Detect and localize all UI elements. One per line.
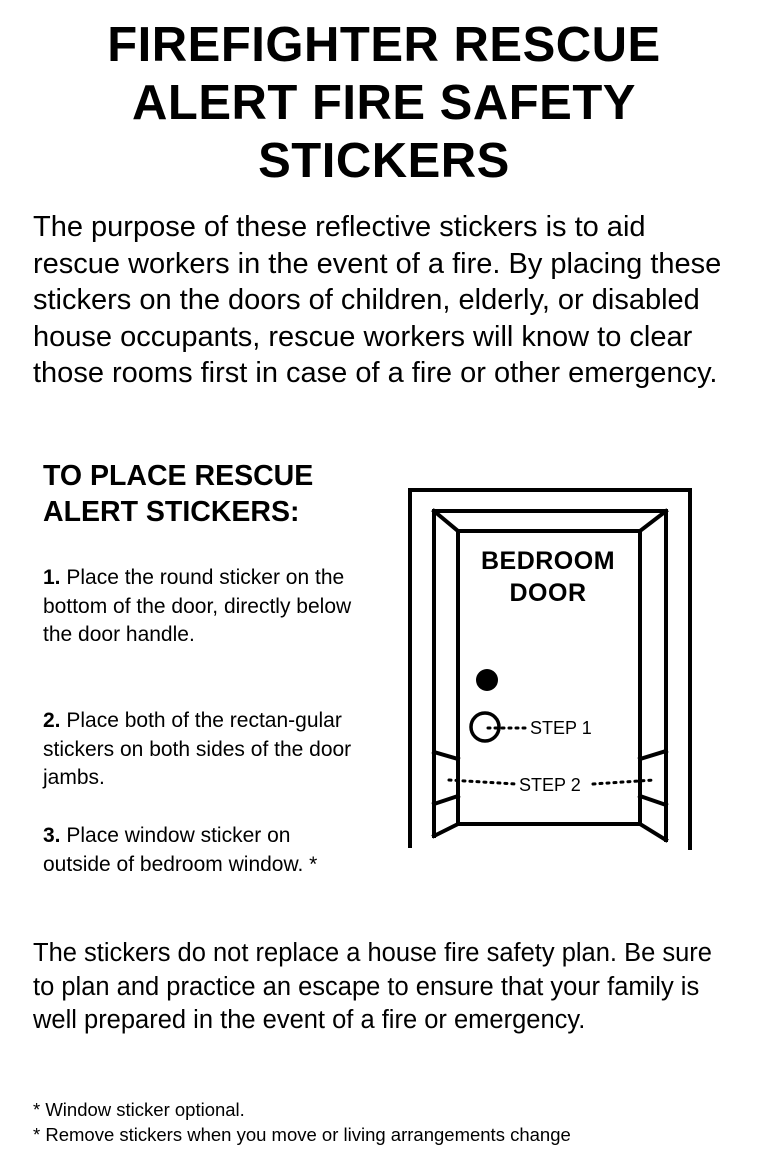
title-line: STICKERS — [258, 134, 510, 188]
door-label — [458, 545, 638, 609]
bedroom-door-diagram — [400, 480, 700, 860]
closing-paragraph: The stickers do not replace a house fire safety plan. Be sure to plan and practice an escape to ensure that your family is well prepared in the event of a fire or emergency. — [33, 939, 712, 1034]
door-label-line: DOOR — [509, 579, 587, 607]
instructions-heading: TO PLACE RESCUE ALERT STICKERS: — [43, 460, 314, 528]
door-frame-icon — [400, 480, 700, 860]
instruction-step-3 — [43, 822, 363, 879]
step-1-label: STEP 1 — [530, 718, 592, 738]
instruction-step-2 — [43, 707, 363, 793]
title-line: FIREFIGHTER RESCUE — [107, 18, 661, 72]
step-text: Place both of the rectan-gular stickers on both sides of the door jambs. — [43, 709, 352, 789]
step-number: 3. — [43, 824, 61, 847]
footnote: * Window sticker optional. — [33, 1099, 245, 1120]
title-line: ALERT FIRE SAFETY — [132, 76, 636, 130]
step-text: Place window sticker on outside of bedroom window. * — [43, 824, 318, 876]
step-number: 2. — [43, 709, 61, 732]
door-label-line: BEDROOM — [480, 547, 616, 575]
intro-paragraph: The purpose of these reflective stickers is to aid rescue workers in the event of a fire. By placing these stickers on the doors of children, elderly, or disabled house occupants, rescue workers will know to clear those rooms first in case of a fire or other emergency. — [33, 211, 722, 389]
step-2-label: STEP 2 — [519, 775, 581, 795]
door-handle-icon — [476, 669, 498, 691]
step-text: Place the round sticker on the bottom of the door, directly below the door handle. — [43, 566, 352, 646]
instruction-step-1 — [43, 564, 363, 650]
step-number: 1. — [43, 566, 61, 589]
footnote: * Remove stickers when you move or living arrangements change — [33, 1124, 571, 1145]
page-title — [0, 16, 768, 190]
